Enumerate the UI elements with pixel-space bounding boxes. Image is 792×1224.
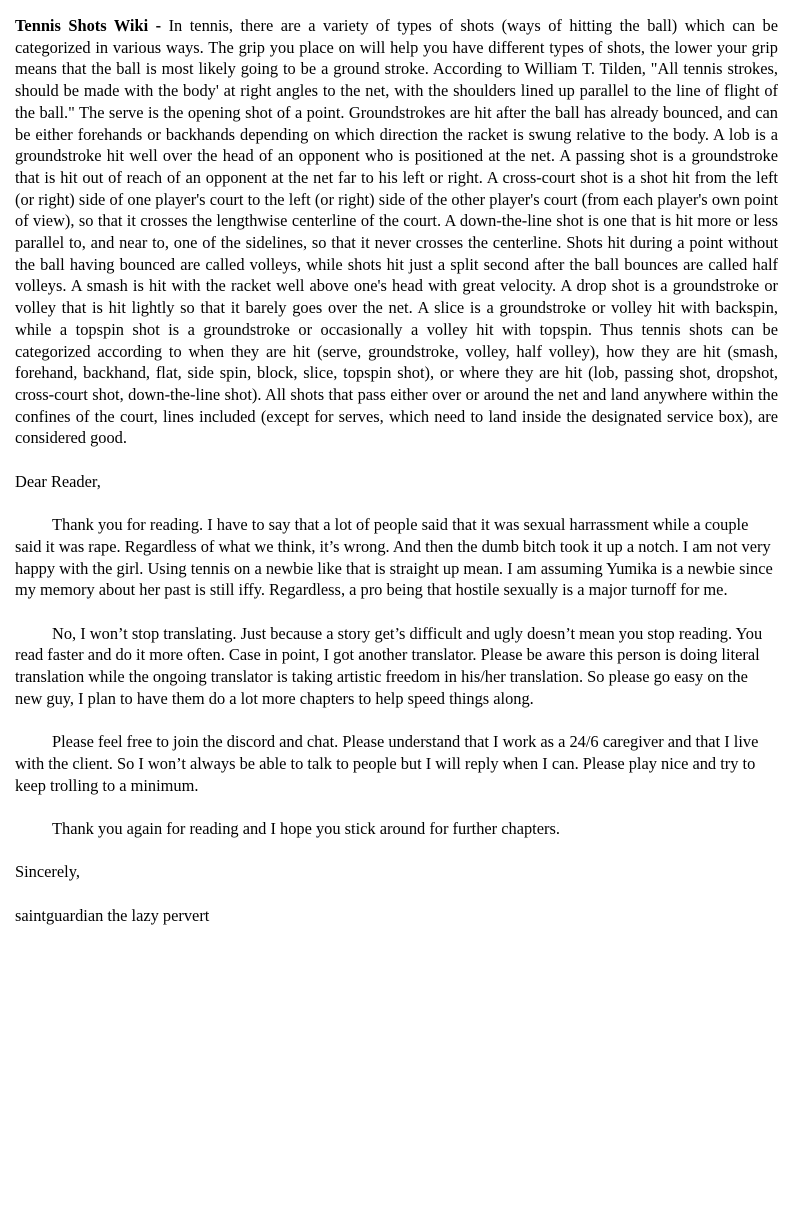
letter-paragraph: No, I won’t stop translating. Just because a story get’s difficult and ugly doesn’t mean you stop reading. You read faster and do it more often. Case in point, I got another translator. Please be aware this person is doing literal translation while the ongoing translator is taking artistic freedom in his/her translation. So please go easy on the new guy, I plan to have them do a lot more chapters to help speed things along. (15, 623, 763, 708)
letter-paragraph: Please feel free to join the discord and chat. Please understand that I work as a 24/6 caregiver and that I live with the client. So I won’t always be able to talk to people but I will reply when I can. Please play nice and try to keep trolling to a minimum. (15, 732, 759, 795)
letter-closing: Sincerely, (15, 862, 80, 882)
letter-signature: saintguardian the lazy pervert (15, 905, 210, 925)
letter-paragraph: Thank you for reading. I have to say that a lot of people said that it was sexual harrassment while a couple said it was rape. Regardless of what we think, it’s wrong. And then the dumb bitch took it up a notch. I am not very happy with the girl. Using tennis on a newbie like that is straight up mean. I am assuming Yumika is a newbie since my memory about her past is still iffy. Regardless, a pro being that hostile sexually is a major turnoff for me. (15, 515, 773, 600)
wiki-separator: - (148, 16, 169, 35)
letter-paragraph: Thank you again for reading and I hope you stick around for further chapters. (52, 818, 560, 838)
letter-greeting: Dear Reader, (15, 471, 101, 491)
wiki-paragraph (15, 15, 778, 449)
wiki-title: Tennis Shots Wiki (15, 16, 149, 35)
wiki-text: In tennis, there are a variety of types of shots (ways of hitting the ball) which can be categorized in various ways. The grip you place on will help you have different types of shots, the lower your grip means that the ball is most likely going to be a ground stroke. According to William T. Tilden, "All tennis strokes, should be made with the body' at right angles to the net, with the shoulders lined up parallel to the line of flight of the ball." The serve is the opening shot of a point. Groundstrokes are hit after the ball has already bounced, and can be either forehands or backhands depending on which direction the racket is swung relative to the body. A lob is a groundstroke hit well over the head of an opponent who is positioned at the net. A passing shot is a groundstroke that is hit out of reach of an opponent at the net far to his left or right. A cross-court shot is a shot hit from the left (or right) side of one player's court to the left (or right) side of the other player's court (from each player's own point of view), so that it crosses the lengthwise centerline of the court. A down-the-line shot is one that is hit more or less parallel to, and near to, one of the sidelines, so that it never crosses the centerline. Shots hit during a point without the ball having bounced are called volleys, while shots hit just a split second after the ball bounces are called half volleys. A smash is hit with the racket well above one's head with great velocity. A drop shot is a groundstroke or volley that is hit lightly so that it barely goes over the net. A slice is a groundstroke or volley hit with backspin, while a topspin shot is a groundstroke or occasionally a volley hit with topspin. Thus tennis shots can be categorized according to when they are hit (serve, groundstroke, volley, half volley), how they are hit (smash, forehand, backhand, flat, side spin, block, slice, topspin shot), or where they are hit (lob, passing shot, dropshot, cross-court shot, down-the-line shot). All shots that pass either over or around the net and land anywhere within the confines of the court, lines included (except for serves, which need to land inside the designated service box), are considered good. (15, 16, 778, 448)
